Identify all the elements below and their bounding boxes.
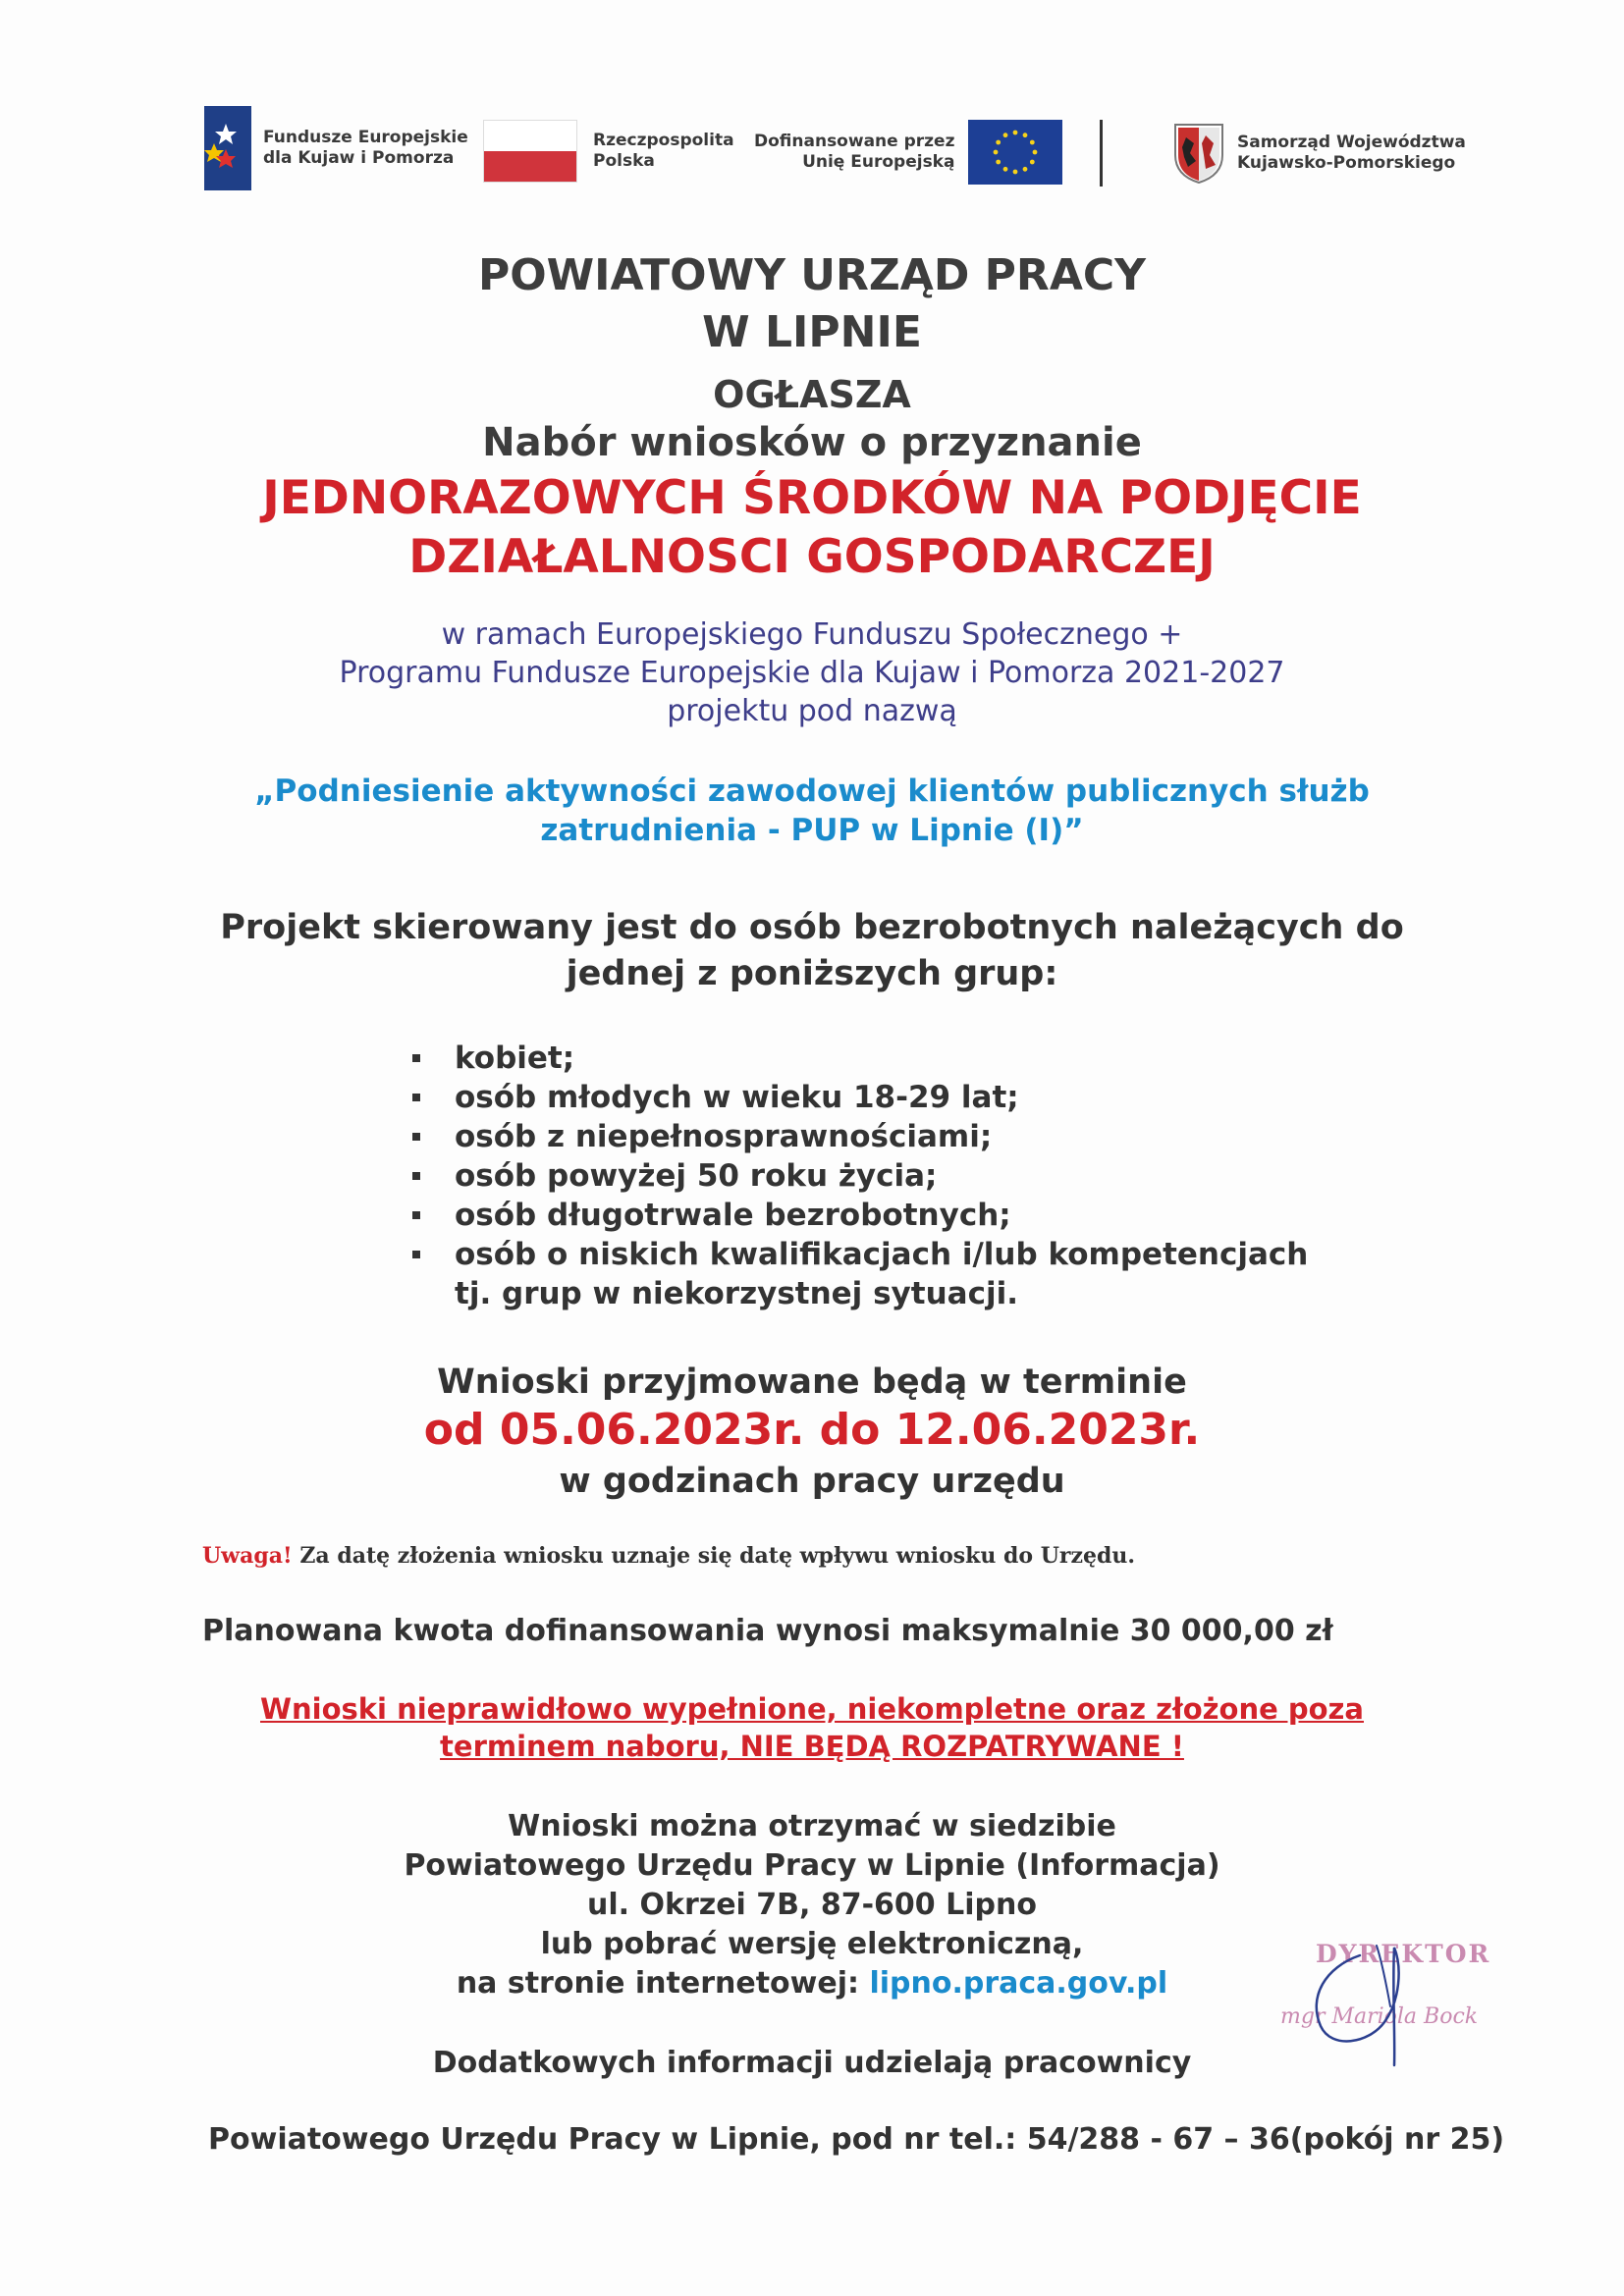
intro-line-3: projektu pod nazwą: [667, 694, 957, 728]
target-line-1: Projekt skierowany jest do osób bezrobotnych należących do: [220, 908, 1404, 947]
eu-star-icon: [1003, 167, 1008, 172]
where-line-4: lub pobrać wersję elektroniczną,: [540, 1927, 1084, 1961]
list-item: osób o niskich kwalifikacjach i/lub kompetencjach: [407, 1235, 1308, 1274]
where-line-1: Wnioski można otrzymać w siedzibie: [508, 1809, 1116, 1843]
bullet-icon: [412, 1251, 420, 1258]
skp-line-1: Samorząd Województwa: [1237, 133, 1466, 152]
eu-star-icon: [1023, 133, 1028, 137]
eu-star-icon: [1003, 133, 1008, 137]
rp-line-2: Polska: [593, 151, 655, 171]
eu-star-icon: [997, 140, 1001, 145]
list-item: osób z niepełnosprawnościami;: [407, 1117, 1308, 1156]
coat-of-arms-icon: [1172, 122, 1225, 185]
skp-line-2: Kujawsko-Pomorskiego: [1237, 153, 1456, 173]
note: [202, 1542, 1135, 1570]
bullet-icon: [412, 1172, 420, 1180]
logo-fundusze-europejskie: [204, 106, 468, 190]
heading-office: [0, 247, 1624, 361]
eu-flag-icon: [968, 120, 1062, 185]
intro-text: [0, 615, 1624, 730]
heading-subject: [0, 469, 1624, 587]
planned-amount: Planowana kwota dofinansowania wynosi maksymalnie 30 000,00 zł: [202, 1614, 1333, 1648]
logo-separator: [1100, 120, 1103, 187]
eu-star-icon: [1023, 167, 1028, 172]
stamp-title: DYREKTOR: [1316, 1940, 1491, 1968]
list-item-continuation: tj. grup w niekorzystnej sytuacji.: [455, 1276, 1018, 1311]
warning-line-2: terminem naboru, NIE BĘDĄ ROZPATRYWANE !: [440, 1730, 1184, 1763]
eu-star-icon: [1030, 160, 1035, 165]
director-stamp: [1267, 1928, 1561, 2075]
warning-text: [0, 1690, 1624, 1765]
bullet-icon: [412, 1094, 420, 1101]
note-label: Uwaga!: [202, 1543, 293, 1569]
where-line-5: na stronie internetowej: lipno.praca.gov.pl: [456, 1966, 1168, 2001]
eu-star-icon: [997, 160, 1001, 165]
where-line-2: Powiatowego Urzędu Pracy w Lipnie (Informacja): [404, 1848, 1220, 1883]
fe-logo-icon: [204, 106, 251, 190]
heading-call: Nabór wniosków o przyznanie: [482, 420, 1142, 465]
target-groups-list: [407, 1039, 1308, 1313]
logo-unia-europejska: [754, 120, 1062, 185]
heading-announces: OGŁASZA: [713, 373, 911, 416]
eu-star-icon: [1013, 170, 1018, 175]
heading-line-6: DZIAŁALNOSCI GOSPODARCZEJ: [408, 530, 1216, 584]
bullet-icon: [412, 1133, 420, 1141]
logo-bar: [0, 106, 1624, 194]
intro-line-2: Programu Fundusze Europejskie dla Kujaw i Pomorza 2021-2027: [339, 656, 1285, 690]
heading-line-5: JEDNORAZOWYCH ŚRODKÓW NA PODJĘCIE: [262, 471, 1362, 525]
list-item: kobiet;: [407, 1039, 1308, 1078]
fe-line-1: Fundusze Europejskie: [263, 128, 468, 147]
logo-samorzad: [1172, 122, 1466, 185]
list-item: osób młodych w wieku 18-29 lat;: [407, 1078, 1308, 1117]
more-info: Dodatkowych informacji udzielają pracownicy: [432, 2046, 1192, 2080]
stamp-name: mgr Mariola Bock: [1280, 2004, 1479, 2029]
bullet-icon: [412, 1211, 420, 1219]
project-line-1: „Podniesienie aktywności zawodowej klientów publicznych służb: [254, 774, 1370, 809]
polish-flag-icon: [483, 120, 577, 183]
eu-star-icon: [994, 150, 999, 155]
list-item: osób długotrwale bezrobotnych;: [407, 1196, 1308, 1235]
target-text: [0, 905, 1624, 997]
dates-intro: Wnioski przyjmowane będą w terminie: [437, 1362, 1187, 1402]
note-text: Za datę złożenia wniosku uznaje się datę wpływu wniosku do Urzędu.: [292, 1543, 1136, 1569]
intro-line-1: w ramach Europejskiego Funduszu Społecznego +: [441, 617, 1183, 652]
rp-line-1: Rzeczpospolita: [593, 131, 734, 150]
ue-line-1: Dofinansowane przez: [754, 132, 955, 151]
eu-star-icon: [1033, 150, 1038, 155]
list-item: osób powyżej 50 roku życia;: [407, 1156, 1308, 1196]
project-line-2: zatrudnienia - PUP w Lipnie (I)”: [540, 813, 1084, 848]
warning-line-1: Wnioski nieprawidłowo wypełnione, niekompletne oraz złożone poza: [260, 1692, 1364, 1726]
dates-hours: w godzinach pracy urzędu: [559, 1462, 1065, 1501]
website-link[interactable]: lipno.praca.gov.pl: [869, 1966, 1168, 2001]
contact-line: Powiatowego Urzędu Pracy w Lipnie, pod nr tel.: 54/288 - 67 – 36(pokój nr 25): [208, 2122, 1505, 2157]
signature-icon: [1267, 1928, 1561, 2075]
where-line-3: ul. Okrzei 7B, 87-600 Lipno: [587, 1888, 1037, 1922]
bullet-icon: [412, 1054, 420, 1062]
logo-rzeczpospolita: [483, 120, 734, 183]
heading-line-1: POWIATOWY URZĄD PRACY: [477, 250, 1147, 300]
eu-star-icon: [1013, 131, 1018, 135]
eu-star-icon: [1030, 140, 1035, 145]
ue-line-2: Unię Europejską: [802, 152, 955, 172]
target-line-2: jednej z poniższych grup:: [566, 954, 1058, 993]
dates-range: od 05.06.2023r. do 12.06.2023r.: [423, 1405, 1201, 1455]
fe-line-2: dla Kujaw i Pomorza: [263, 148, 455, 168]
heading-line-2: W LIPNIE: [702, 307, 922, 357]
project-name: [0, 772, 1624, 850]
